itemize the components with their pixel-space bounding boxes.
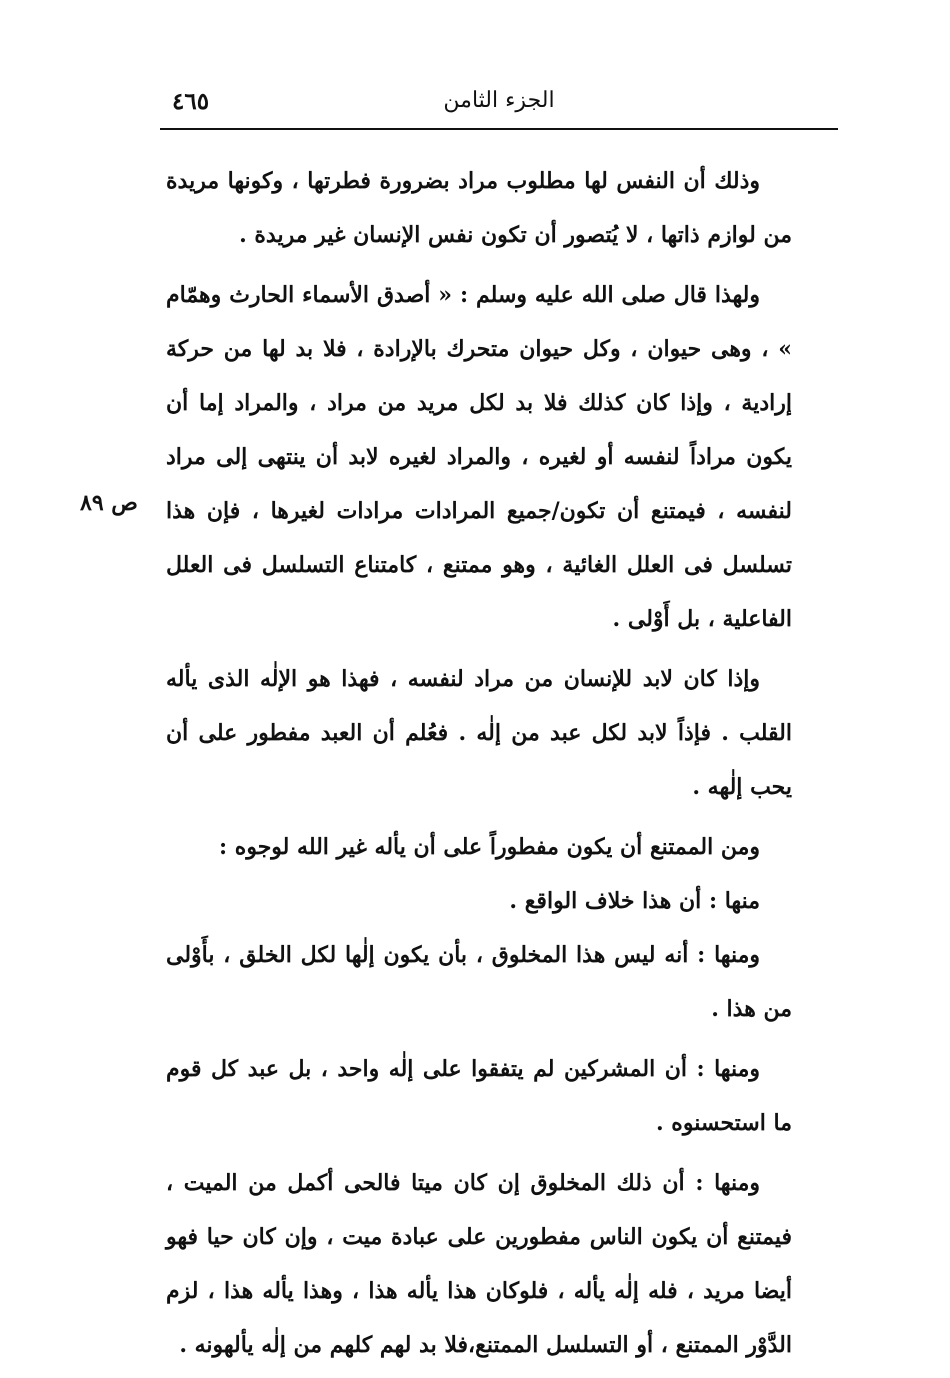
header-rule bbox=[160, 128, 838, 130]
paragraph-1: وذلك أن النفس لها مطلوب مراد بضرورة فطرتها ، وكونها مريدة من لوازم ذاتها ، لا يُتصور أن تكون نفس الإنسان غير مريدة . bbox=[166, 168, 792, 248]
paragraph-5: منها : أن هذا خلاف الواقع . bbox=[509, 888, 760, 914]
running-title: الجزء الثامن bbox=[443, 88, 555, 113]
paragraph-4: ومن الممتنع أن يكون مفطوراً على أن يأله غير الله لوجوه : bbox=[219, 834, 760, 860]
page-header bbox=[160, 82, 838, 128]
margin-page-reference: ص ٨٩ bbox=[80, 490, 138, 516]
paragraph-6: ومنها : أنه ليس هذا المخلوق ، بأن يكون إلٰها لكل الخلق ، بأَوْلى من هذا . bbox=[166, 942, 792, 1022]
paragraph-8: ومنها : أن ذلك المخلوق إن كان ميتا فالحى أكمل من الميت ، فيمتنع أن يكون الناس مفطورين على عبادة ميت ، وإن كان حيا فهو أيضا مريد ، فله إلٰه يأله ، فلوكان هذا يأله هذا ، وهذا يأله هذا ، لزم الدَّوْر الممتنع ، أو التسلسل الممتنع،فلا بد لهم كلهم من إلٰه يألهونه . bbox=[166, 1170, 792, 1358]
paragraph-2: ولهذا قال صلى الله عليه وسلم : « أصدق الأسماء الحارث وهمّام » ، وهى حيوان ، وكل حيوان متحرك بالإرادة ، فلا بد لها من حركة إرادية ، وإذا كان كذلك فلا بد لكل مريد من مراد ، والمراد إما أن يكون مراداً لنفسه أو لغيره ، والمراد لغيره لابد أن ينتهى إلى مراد لنفسه ، فيمتنع أن تكون/جميع المرادات مرادات لغيرها ، فإن هذا تسلسل فى العلل الغائية ، وهو ممتنع ، كامتناع التسلسل فى العلل الفاعلية ، بل أَوْلى . bbox=[166, 282, 792, 632]
page-number: ٤٦٥ bbox=[172, 88, 210, 115]
paragraph-3: وإذا كان لابد للإنسان من مراد لنفسه ، فهذا هو الإلٰه الذى يأله القلب . فإذاً لابد لكل عبد من إلٰه . فعُلم أن العبد مفطور على أن يحب إلٰهه . bbox=[166, 666, 792, 800]
paragraph-7: ومنها : أن المشركين لم يتفقوا على إلٰه واحد ، بل عبد كل قوم ما استحسنوه . bbox=[166, 1056, 792, 1136]
body-text bbox=[166, 154, 792, 1378]
